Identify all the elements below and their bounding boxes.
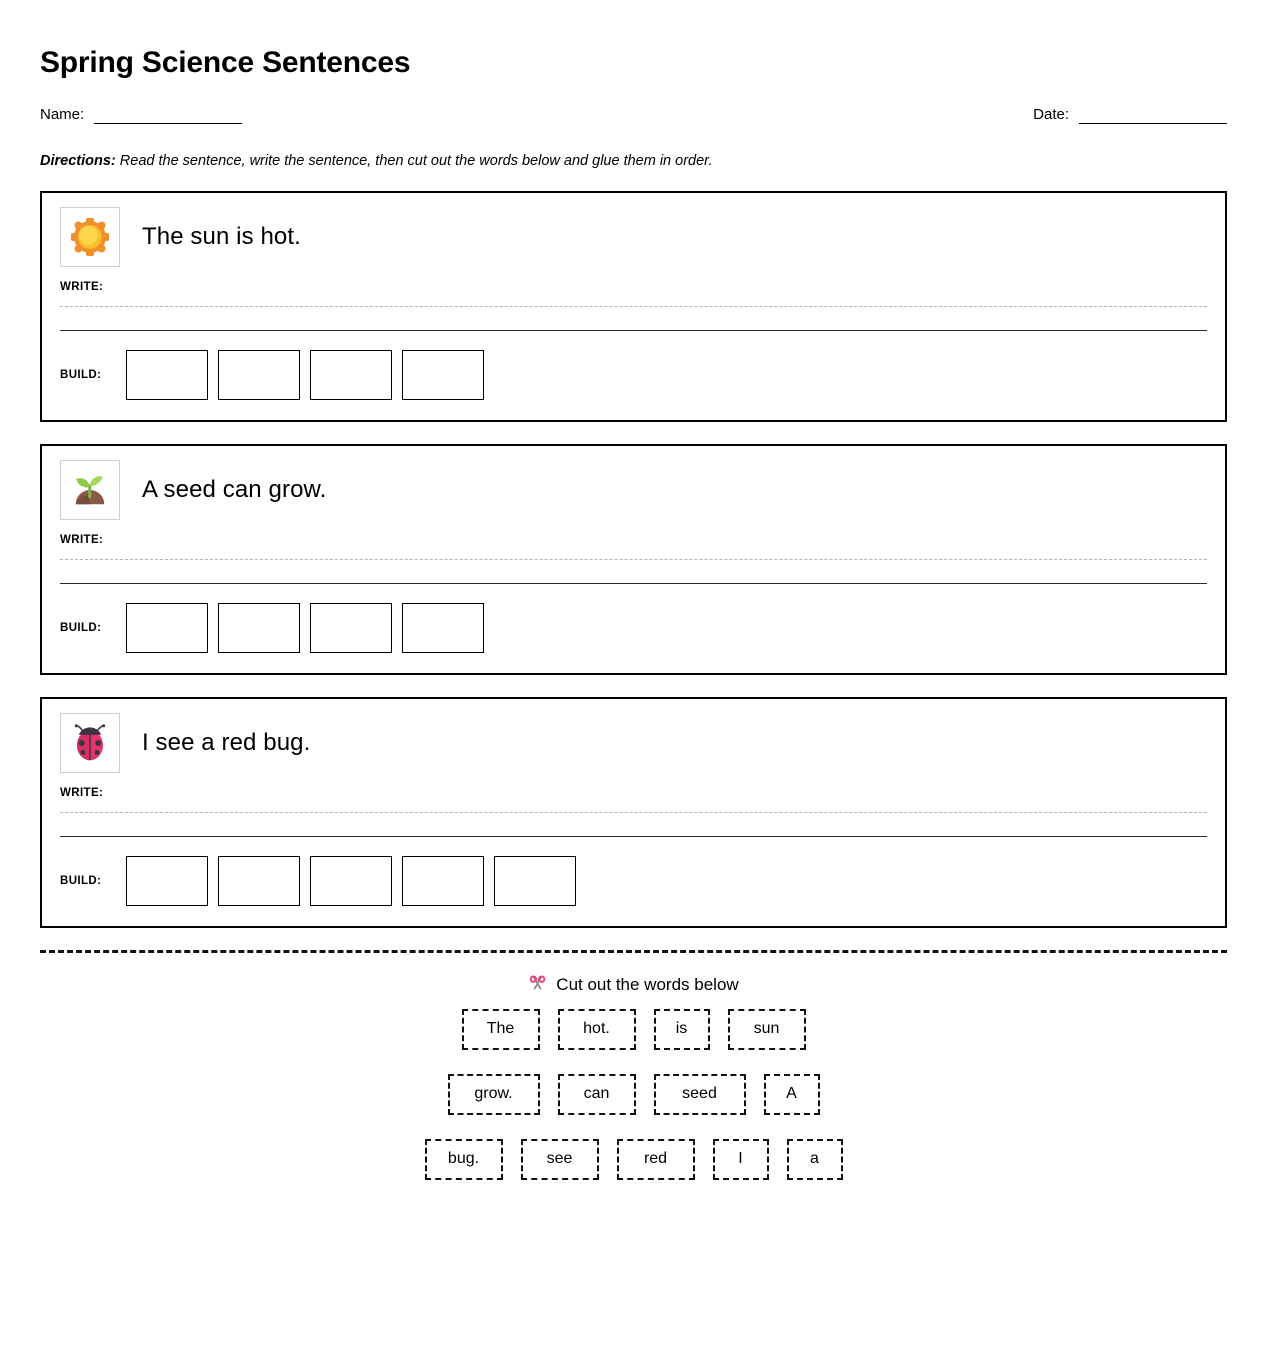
word-card[interactable]: a [787,1139,843,1180]
date-field-group [1033,107,1227,124]
page-title: Spring Science Sentences [40,46,411,79]
write-lines[interactable] [60,812,1207,838]
word-card[interactable]: bug. [425,1139,503,1180]
directions-label: Directions: [40,153,116,169]
write-line-dotted [60,812,1207,813]
name-date-row [40,107,1227,124]
build-box[interactable] [218,603,300,653]
build-boxes [126,603,484,653]
build-box[interactable] [402,350,484,400]
write-lines[interactable] [60,559,1207,585]
build-box[interactable] [218,856,300,906]
build-box[interactable] [310,350,392,400]
name-field-group [40,107,242,124]
cut-heading-text: Cut out the words below [556,974,739,994]
date-label: Date: [1033,106,1069,123]
date-input-rule[interactable] [1079,109,1227,124]
scissors-icon [528,975,547,994]
sentence-text: The sun is hot. [142,223,301,251]
sentence-text: A seed can grow. [142,476,327,504]
write-lines[interactable] [60,306,1207,332]
write-label: WRITE: [60,280,104,293]
word-card[interactable]: sun [728,1009,806,1050]
word-card[interactable]: can [558,1074,636,1115]
word-card[interactable]: The [462,1009,540,1050]
build-section [60,603,1207,653]
word-card-area [40,1009,1227,1180]
build-section [60,350,1207,400]
sentence-card [40,444,1227,675]
card-header [60,713,1207,773]
sentence-card [40,697,1227,928]
name-label: Name: [40,106,85,123]
build-box[interactable] [126,350,208,400]
cut-divider [40,950,1227,953]
word-card[interactable]: is [654,1009,710,1050]
build-box[interactable] [126,603,208,653]
word-card[interactable]: hot. [558,1009,636,1050]
build-box[interactable] [402,856,484,906]
write-line-solid [60,330,1207,331]
write-label: WRITE: [60,533,104,546]
build-box[interactable] [218,350,300,400]
write-label: WRITE: [60,786,104,799]
build-label: BUILD: [60,874,102,887]
build-section [60,856,1207,906]
word-card[interactable]: see [521,1139,599,1180]
directions-text: Read the sentence, write the sentence, then cut out the words below and glue them in order. [115,153,713,169]
write-line-solid [60,836,1207,837]
name-input-rule[interactable] [94,109,242,124]
sun-icon [60,207,120,267]
build-box[interactable] [310,603,392,653]
word-card[interactable]: red [617,1139,695,1180]
build-box[interactable] [402,603,484,653]
write-line-solid [60,583,1207,584]
build-box[interactable] [310,856,392,906]
build-box[interactable] [126,856,208,906]
card-header [60,460,1207,520]
build-boxes [126,856,576,906]
cut-heading [40,975,1227,995]
word-card-row [462,1009,806,1050]
word-card[interactable]: seed [654,1074,746,1115]
build-label: BUILD: [60,368,102,381]
word-card-row [425,1139,843,1180]
build-label: BUILD: [60,621,102,634]
directions [40,152,1227,171]
card-header [60,207,1207,267]
word-card[interactable]: I [713,1139,769,1180]
word-card[interactable]: A [764,1074,820,1115]
write-section [60,787,1207,838]
sentence-text: I see a red bug. [142,729,311,757]
word-card[interactable]: grow. [448,1074,540,1115]
word-card-row [448,1074,820,1115]
write-section [60,534,1207,585]
write-section [60,281,1207,332]
ladybug-icon [60,713,120,773]
build-boxes [126,350,484,400]
sentence-card [40,191,1227,422]
write-line-dotted [60,559,1207,560]
write-line-dotted [60,306,1207,307]
seedling-icon [60,460,120,520]
build-box[interactable] [494,856,576,906]
